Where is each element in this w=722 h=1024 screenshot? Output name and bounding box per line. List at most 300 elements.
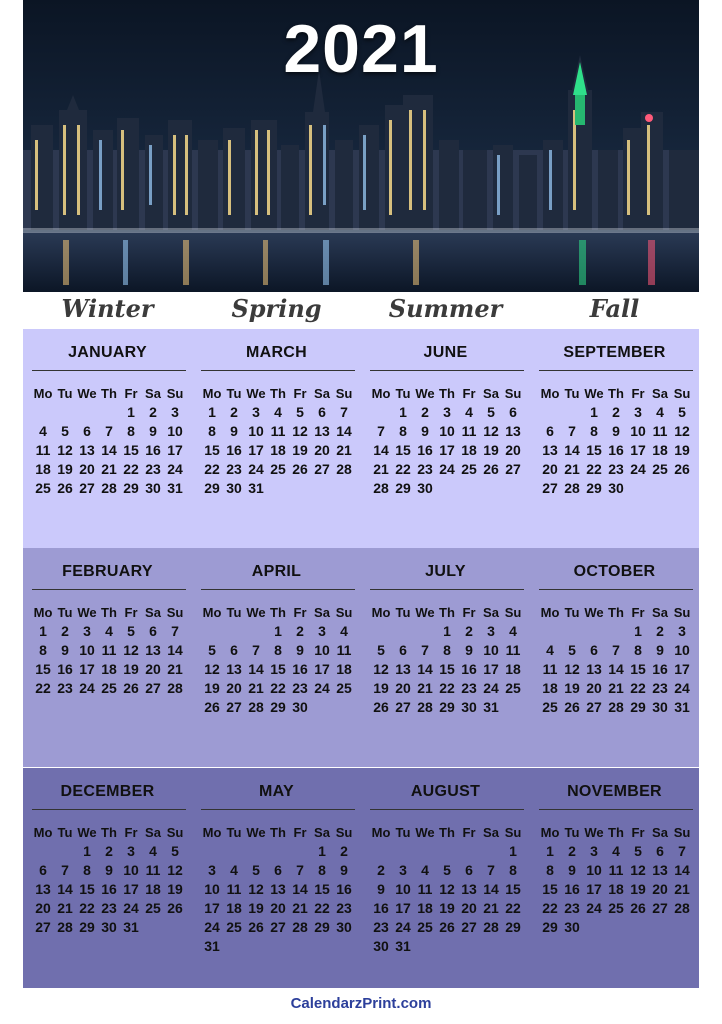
day-number: 21 <box>373 461 389 477</box>
day-number: 23 <box>145 461 161 477</box>
day-number: 10 <box>674 642 690 658</box>
day-number: 12 <box>57 442 73 458</box>
weekday-label: Tu <box>395 386 411 401</box>
day-number: 11 <box>101 642 117 658</box>
month-name: JULY <box>425 563 466 580</box>
day-number: 27 <box>586 699 602 715</box>
week-row <box>201 422 355 441</box>
day-number: 15 <box>630 661 646 677</box>
day-number: 17 <box>314 661 330 677</box>
day-number: 25 <box>505 680 521 696</box>
day-number: 24 <box>395 919 411 935</box>
day-number: 25 <box>608 900 624 916</box>
day-number: 16 <box>145 442 161 458</box>
day-number: 17 <box>395 900 411 916</box>
day-number: 29 <box>314 919 330 935</box>
day-grid <box>32 603 186 698</box>
month-name: DECEMBER <box>60 783 155 800</box>
week-row <box>539 698 693 717</box>
weekday-label: Su <box>335 386 353 401</box>
day-number: 23 <box>101 900 117 916</box>
weekday-label: Fr <box>462 825 476 840</box>
day-number: 20 <box>586 680 602 696</box>
day-number: 26 <box>57 480 73 496</box>
weekday-label: Fr <box>462 386 476 401</box>
day-number: 26 <box>248 919 264 935</box>
day-number: 16 <box>373 900 389 916</box>
month-divider <box>539 809 693 810</box>
weekday-header <box>539 823 693 842</box>
day-number: 30 <box>461 699 477 715</box>
weekday-label: We <box>77 825 97 840</box>
day-number: 6 <box>509 404 517 420</box>
week-row <box>201 403 355 422</box>
day-number: 22 <box>586 461 602 477</box>
month-name: AUGUST <box>410 783 481 800</box>
day-number: 26 <box>483 461 499 477</box>
day-number: 30 <box>417 480 433 496</box>
day-number: 25 <box>145 900 161 916</box>
day-number: 24 <box>248 461 264 477</box>
day-number: 13 <box>652 862 668 878</box>
day-number: 7 <box>568 423 576 439</box>
weekday-label: Su <box>335 605 353 620</box>
day-number: 2 <box>105 843 113 859</box>
day-number: 9 <box>568 862 576 878</box>
day-number: 2 <box>465 623 473 639</box>
weekday-label: Su <box>504 386 522 401</box>
weekday-label: Sa <box>314 605 330 620</box>
day-number: 17 <box>123 881 139 897</box>
weekday-label: We <box>77 386 97 401</box>
week-row <box>201 937 355 956</box>
week-row <box>201 622 355 641</box>
day-number: 10 <box>483 642 499 658</box>
day-number: 16 <box>101 881 117 897</box>
month-calendar <box>530 329 699 548</box>
month-divider <box>370 809 524 810</box>
day-number: 16 <box>461 661 477 677</box>
week-row <box>370 660 524 679</box>
day-number: 9 <box>421 423 429 439</box>
week-row <box>370 479 524 498</box>
month-band-1 <box>23 329 699 548</box>
weekday-label: Su <box>166 825 184 840</box>
month-divider <box>539 589 693 590</box>
day-number: 16 <box>652 661 668 677</box>
day-number: 5 <box>171 843 179 859</box>
weekday-label: We <box>584 605 604 620</box>
season-label-summer: Summer <box>388 294 503 323</box>
day-number: 13 <box>79 442 95 458</box>
day-number: 13 <box>461 881 477 897</box>
day-number: 18 <box>226 900 242 916</box>
week-row <box>32 679 186 698</box>
weekday-label: Th <box>101 605 117 620</box>
day-number: 5 <box>127 623 135 639</box>
day-number: 7 <box>377 423 385 439</box>
day-number: 30 <box>336 919 352 935</box>
day-number: 22 <box>542 900 558 916</box>
day-number: 1 <box>509 843 517 859</box>
weekday-label: Mo <box>202 386 222 401</box>
day-number: 27 <box>79 480 95 496</box>
day-number: 22 <box>204 461 220 477</box>
day-number: 18 <box>270 442 286 458</box>
month-name: APRIL <box>251 563 302 580</box>
day-number: 6 <box>399 642 407 658</box>
weekday-header <box>370 603 524 622</box>
day-number: 13 <box>505 423 521 439</box>
day-number: 6 <box>149 623 157 639</box>
week-row <box>201 918 355 937</box>
weekday-label: Sa <box>652 386 668 401</box>
day-number: 5 <box>487 404 495 420</box>
day-number: 20 <box>314 442 330 458</box>
day-number: 17 <box>483 661 499 677</box>
weekday-header <box>201 603 355 622</box>
weekday-label: Fr <box>293 825 307 840</box>
day-number: 18 <box>652 442 668 458</box>
weekday-header <box>201 823 355 842</box>
day-number: 6 <box>39 862 47 878</box>
week-row <box>32 880 186 899</box>
day-number: 26 <box>674 461 690 477</box>
day-number: 29 <box>586 480 602 496</box>
year-title: 2021 <box>283 11 439 87</box>
weekday-label: We <box>415 605 435 620</box>
day-number: 8 <box>590 423 598 439</box>
day-number: 8 <box>318 862 326 878</box>
weekday-label: Mo <box>202 605 222 620</box>
month-calendar <box>361 329 530 548</box>
day-number: 1 <box>127 404 135 420</box>
week-row <box>32 641 186 660</box>
day-number: 31 <box>674 699 690 715</box>
weekday-label: Su <box>166 386 184 401</box>
month-calendar <box>192 768 361 988</box>
day-number: 11 <box>226 881 242 897</box>
day-number: 23 <box>373 919 389 935</box>
month-calendar <box>23 548 192 767</box>
weekday-header <box>32 384 186 403</box>
day-number: 29 <box>270 699 286 715</box>
weekday-label: Fr <box>124 825 138 840</box>
week-row <box>370 641 524 660</box>
day-number: 30 <box>145 480 161 496</box>
day-number: 2 <box>340 843 348 859</box>
day-number: 18 <box>101 661 117 677</box>
day-number: 19 <box>167 881 183 897</box>
month-name: FEBRUARY <box>62 563 153 580</box>
day-number: 9 <box>296 642 304 658</box>
day-number: 26 <box>292 461 308 477</box>
day-number: 4 <box>274 404 282 420</box>
day-number: 6 <box>230 642 238 658</box>
week-row <box>370 861 524 880</box>
day-number: 23 <box>608 461 624 477</box>
day-number: 15 <box>314 881 330 897</box>
weekday-label: Mo <box>540 605 560 620</box>
weekday-label: Su <box>504 605 522 620</box>
day-number: 23 <box>226 461 242 477</box>
day-number: 21 <box>167 661 183 677</box>
day-number: 10 <box>167 423 183 439</box>
week-row <box>32 918 186 937</box>
day-number: 14 <box>417 661 433 677</box>
day-number: 1 <box>399 404 407 420</box>
day-number: 12 <box>123 642 139 658</box>
weekday-label: Su <box>673 386 691 401</box>
day-number: 4 <box>149 843 157 859</box>
day-number: 23 <box>417 461 433 477</box>
day-number: 18 <box>461 442 477 458</box>
weekday-label: Sa <box>483 825 499 840</box>
month-band-2 <box>23 548 699 767</box>
day-number: 11 <box>336 642 352 658</box>
day-number: 29 <box>542 919 558 935</box>
day-number: 22 <box>79 900 95 916</box>
week-row <box>539 641 693 660</box>
day-number: 6 <box>590 642 598 658</box>
day-number: 18 <box>145 881 161 897</box>
day-number: 13 <box>395 661 411 677</box>
day-number: 15 <box>35 661 51 677</box>
day-number: 10 <box>630 423 646 439</box>
week-row <box>370 880 524 899</box>
weekday-label: Tu <box>226 386 242 401</box>
week-row <box>539 880 693 899</box>
weekday-label: We <box>246 386 266 401</box>
day-number: 19 <box>630 881 646 897</box>
day-number: 5 <box>61 423 69 439</box>
weekday-label: Th <box>439 605 455 620</box>
day-number: 22 <box>123 461 139 477</box>
day-number: 3 <box>127 843 135 859</box>
day-number: 23 <box>564 900 580 916</box>
day-number: 10 <box>248 423 264 439</box>
season-label-winter: Winter <box>61 294 154 323</box>
day-number: 28 <box>336 461 352 477</box>
weekday-label: Tu <box>57 825 73 840</box>
day-number: 15 <box>586 442 602 458</box>
day-number: 28 <box>373 480 389 496</box>
day-number: 15 <box>395 442 411 458</box>
weekday-label: Tu <box>57 605 73 620</box>
day-number: 15 <box>439 661 455 677</box>
day-number: 26 <box>123 680 139 696</box>
day-number: 16 <box>292 661 308 677</box>
day-number: 2 <box>149 404 157 420</box>
day-number: 12 <box>167 862 183 878</box>
day-number: 28 <box>608 699 624 715</box>
day-number: 28 <box>101 480 117 496</box>
day-number: 26 <box>630 900 646 916</box>
day-number: 30 <box>564 919 580 935</box>
weekday-header <box>539 384 693 403</box>
day-number: 12 <box>674 423 690 439</box>
day-number: 19 <box>564 680 580 696</box>
week-row <box>539 479 693 498</box>
day-number: 21 <box>674 881 690 897</box>
day-number: 17 <box>439 442 455 458</box>
day-number: 15 <box>270 661 286 677</box>
week-row <box>539 441 693 460</box>
day-number: 28 <box>483 919 499 935</box>
day-number: 22 <box>395 461 411 477</box>
day-number: 8 <box>83 862 91 878</box>
weekday-label: Mo <box>202 825 222 840</box>
day-number: 16 <box>608 442 624 458</box>
day-grid <box>370 603 524 717</box>
weekday-header <box>201 384 355 403</box>
day-number: 10 <box>395 881 411 897</box>
day-grid <box>370 384 524 498</box>
day-number: 22 <box>505 900 521 916</box>
weekday-label: Fr <box>631 386 645 401</box>
day-number: 13 <box>226 661 242 677</box>
weekday-label: Mo <box>540 386 560 401</box>
day-number: 4 <box>465 404 473 420</box>
day-number: 8 <box>127 423 135 439</box>
day-number: 1 <box>634 623 642 639</box>
weekday-label: Sa <box>314 825 330 840</box>
day-number: 7 <box>421 642 429 658</box>
week-row <box>201 899 355 918</box>
day-number: 8 <box>546 862 554 878</box>
day-number: 7 <box>252 642 260 658</box>
week-row <box>370 918 524 937</box>
day-grid <box>539 603 693 717</box>
day-number: 2 <box>377 862 385 878</box>
day-number: 5 <box>568 642 576 658</box>
weekday-label: Mo <box>540 825 560 840</box>
week-row <box>201 679 355 698</box>
month-calendar <box>23 329 192 548</box>
weekday-label: Su <box>673 605 691 620</box>
day-number: 5 <box>634 843 642 859</box>
day-number: 27 <box>505 461 521 477</box>
day-number: 11 <box>505 642 521 658</box>
day-number: 5 <box>252 862 260 878</box>
week-row <box>370 679 524 698</box>
day-number: 20 <box>226 680 242 696</box>
day-number: 9 <box>105 862 113 878</box>
day-number: 8 <box>208 423 216 439</box>
day-number: 31 <box>248 480 264 496</box>
footer-site-link[interactable]: CalendarzPrint.com <box>290 995 432 1012</box>
weekday-label: Fr <box>631 605 645 620</box>
day-number: 12 <box>564 661 580 677</box>
day-number: 7 <box>61 862 69 878</box>
weekday-label: Sa <box>483 605 499 620</box>
day-number: 4 <box>105 623 113 639</box>
day-number: 16 <box>226 442 242 458</box>
day-number: 16 <box>336 881 352 897</box>
weekday-label: We <box>246 605 266 620</box>
day-number: 12 <box>373 661 389 677</box>
day-number: 10 <box>123 862 139 878</box>
day-number: 19 <box>292 442 308 458</box>
day-grid <box>370 823 524 956</box>
weekday-label: Tu <box>395 825 411 840</box>
day-number: 29 <box>204 480 220 496</box>
weekday-label: Th <box>608 386 624 401</box>
weekday-label: Th <box>608 825 624 840</box>
day-number: 12 <box>483 423 499 439</box>
day-number: 30 <box>226 480 242 496</box>
day-number: 6 <box>318 404 326 420</box>
month-name: MAY <box>259 783 294 800</box>
day-number: 7 <box>340 404 348 420</box>
weekday-label: We <box>584 386 604 401</box>
weekday-label: Tu <box>226 605 242 620</box>
weekday-label: Th <box>101 386 117 401</box>
week-row <box>201 641 355 660</box>
week-row <box>32 622 186 641</box>
month-calendar <box>530 548 699 767</box>
weekday-label: Th <box>439 386 455 401</box>
day-number: 26 <box>373 699 389 715</box>
week-row <box>370 422 524 441</box>
day-number: 3 <box>399 862 407 878</box>
day-number: 8 <box>634 642 642 658</box>
day-number: 1 <box>39 623 47 639</box>
month-calendar <box>361 768 530 988</box>
weekday-label: Mo <box>33 825 53 840</box>
week-row <box>201 460 355 479</box>
day-number: 27 <box>461 919 477 935</box>
day-number: 29 <box>123 480 139 496</box>
day-number: 16 <box>57 661 73 677</box>
day-number: 8 <box>39 642 47 658</box>
day-number: 25 <box>336 680 352 696</box>
week-row <box>539 918 693 937</box>
day-number: 24 <box>674 680 690 696</box>
weekday-label: Fr <box>124 386 138 401</box>
day-number: 13 <box>542 442 558 458</box>
day-number: 9 <box>61 642 69 658</box>
day-number: 18 <box>336 661 352 677</box>
day-number: 21 <box>564 461 580 477</box>
day-number: 7 <box>612 642 620 658</box>
day-number: 12 <box>204 661 220 677</box>
day-number: 9 <box>612 423 620 439</box>
day-number: 22 <box>270 680 286 696</box>
week-row <box>539 861 693 880</box>
day-number: 9 <box>377 881 385 897</box>
day-number: 13 <box>35 881 51 897</box>
day-number: 27 <box>652 900 668 916</box>
day-number: 1 <box>546 843 554 859</box>
day-number: 31 <box>395 938 411 954</box>
day-number: 3 <box>318 623 326 639</box>
day-number: 3 <box>487 623 495 639</box>
day-number: 20 <box>542 461 558 477</box>
weekday-header <box>32 823 186 842</box>
day-number: 28 <box>417 699 433 715</box>
month-name: OCTOBER <box>573 563 656 580</box>
day-number: 11 <box>542 661 558 677</box>
weekday-label: Mo <box>33 386 53 401</box>
day-number: 11 <box>270 423 286 439</box>
week-row <box>32 861 186 880</box>
day-number: 18 <box>542 680 558 696</box>
month-name: JUNE <box>423 344 468 361</box>
day-number: 21 <box>57 900 73 916</box>
day-number: 14 <box>336 423 352 439</box>
weekday-label: Tu <box>57 386 73 401</box>
